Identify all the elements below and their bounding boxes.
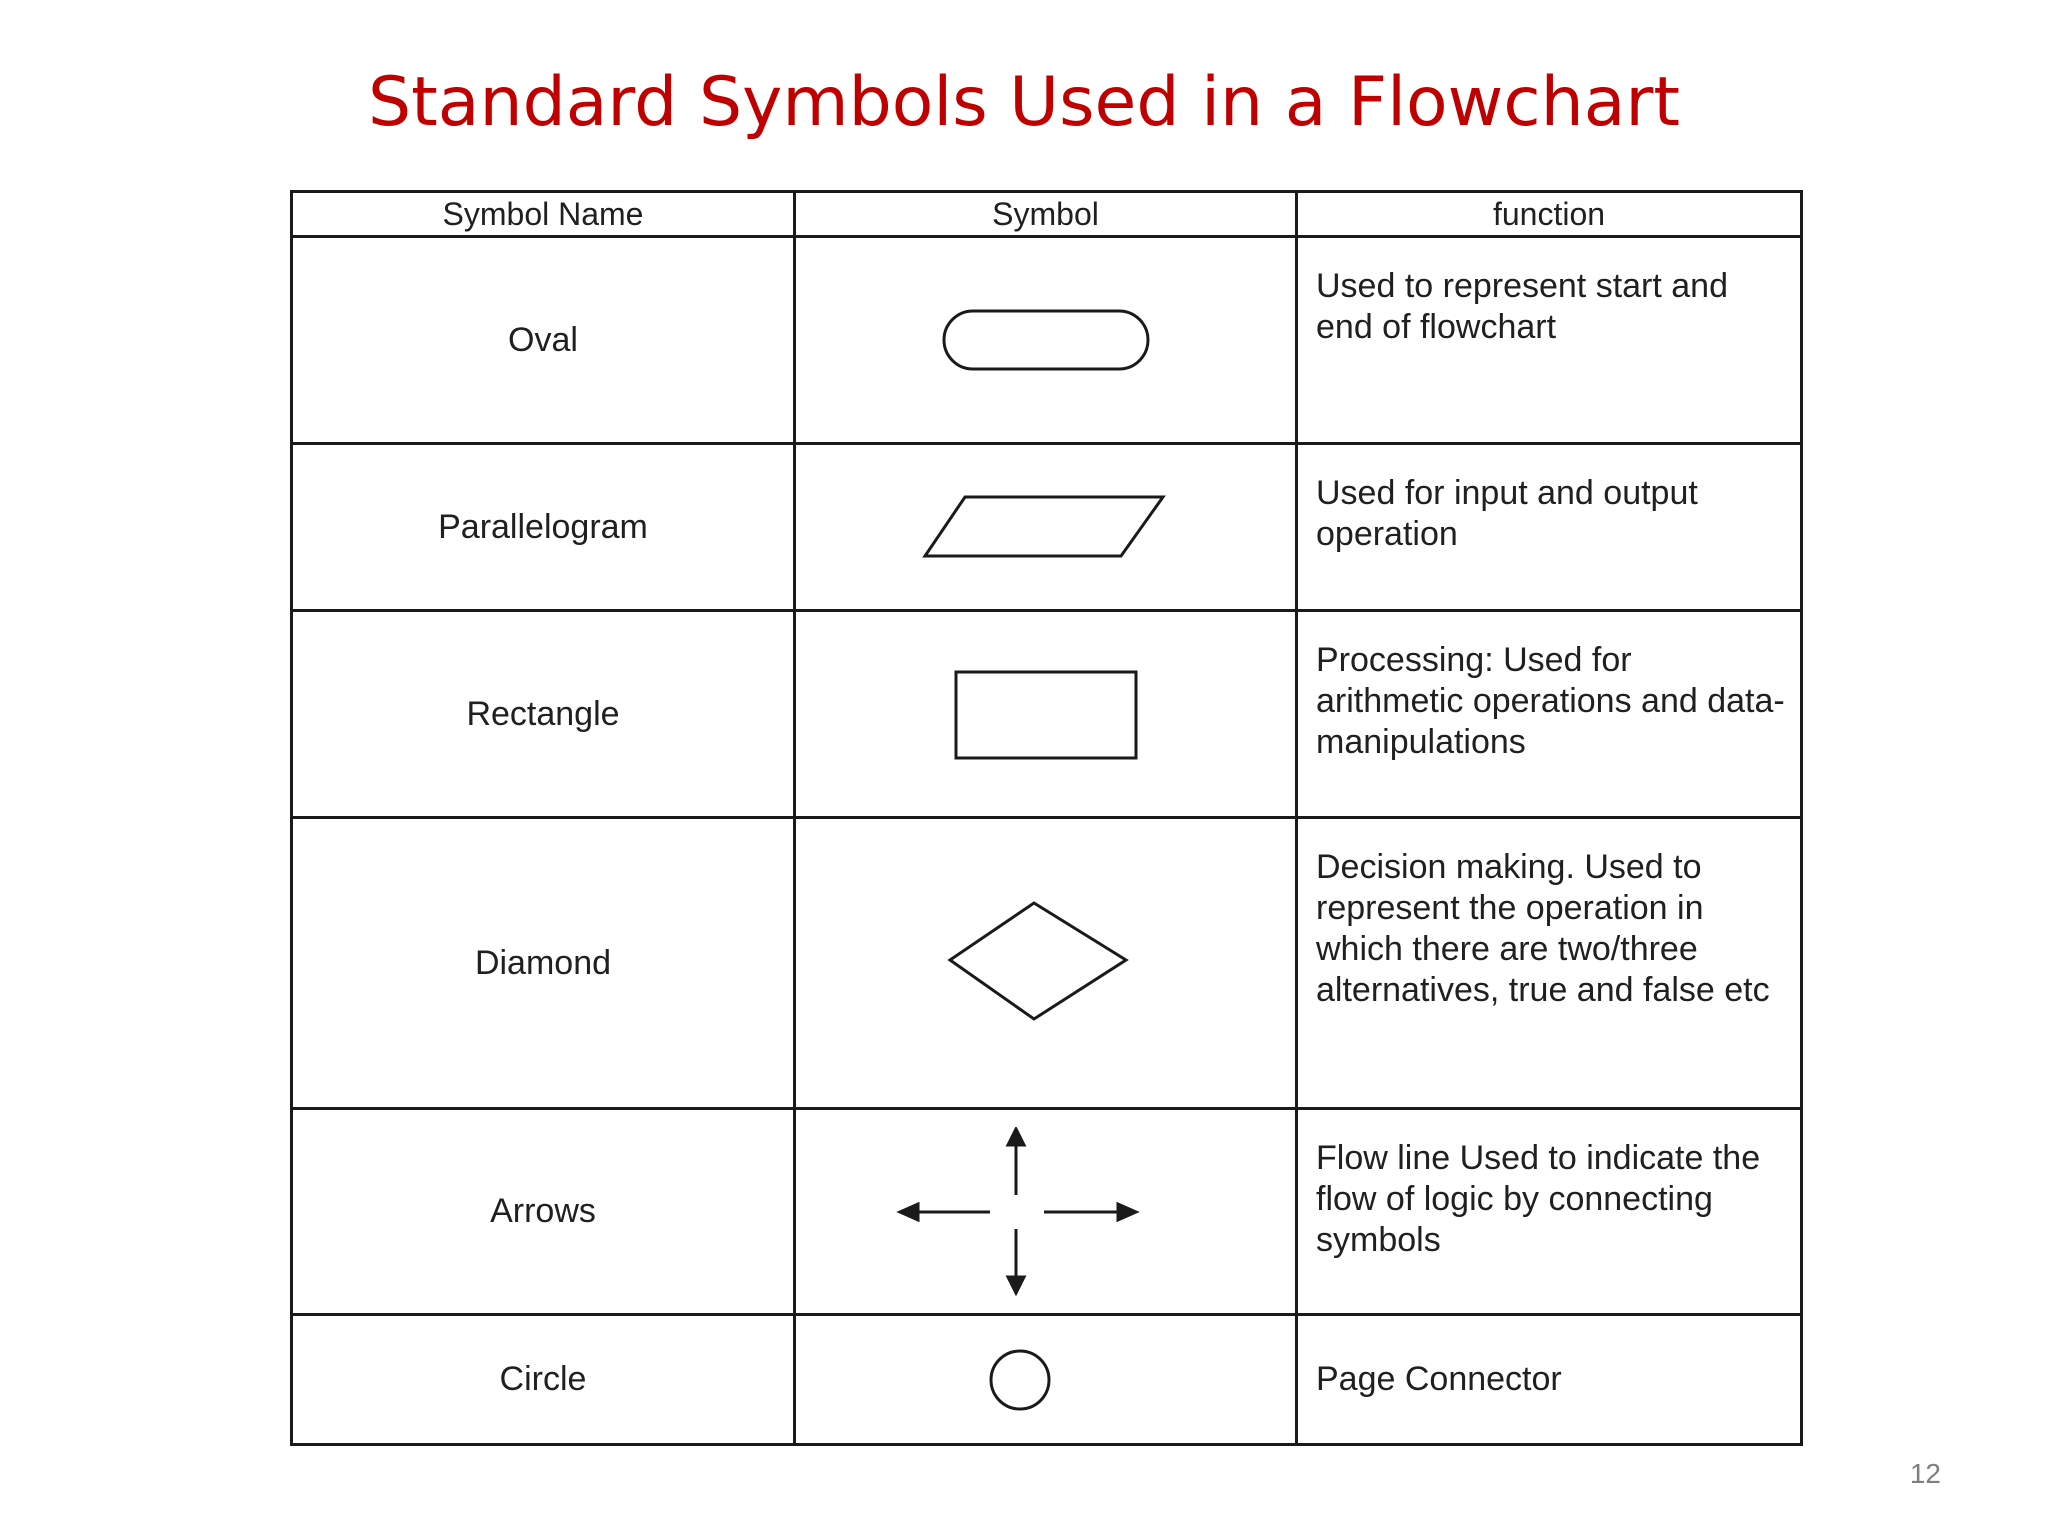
table-row-circle — [292, 1315, 1802, 1445]
table-row-arrows — [292, 1109, 1802, 1315]
flowchart-symbols-table — [290, 190, 1803, 1446]
function-cell: Decision making. Used to represent the operation in which there are two/three alternatives, true and false etc — [1297, 818, 1802, 1109]
symbol-name-cell: Diamond — [292, 818, 795, 1109]
symbol-name-cell: Parallelogram — [292, 444, 795, 611]
slide-title: Standard Symbols Used in a Flowchart — [367, 63, 1681, 142]
parallelogram-icon — [921, 492, 1171, 562]
symbol-name-cell: Arrows — [292, 1109, 795, 1315]
function-cell: Processing: Used for arithmetic operations and data-manipulations — [1297, 611, 1802, 818]
table-row-parallelogram — [292, 444, 1802, 611]
table-row-oval — [292, 237, 1802, 444]
rectangle-icon — [946, 664, 1146, 764]
header-symbol: Symbol — [795, 192, 1297, 237]
function-cell: Flow line Used to indicate the flow of logic by connecting symbols — [1297, 1109, 1802, 1315]
symbol-name-cell: Oval — [292, 237, 795, 444]
diamond-icon — [946, 898, 1146, 1028]
symbol-name-cell: Rectangle — [292, 611, 795, 818]
header-function: function — [1297, 192, 1802, 237]
table-row-rectangle — [292, 611, 1802, 818]
function-cell: Used to represent start and end of flowchart — [1297, 237, 1802, 444]
symbol-name-cell: Circle — [292, 1315, 795, 1445]
page-number: 12 — [1909, 1458, 1941, 1489]
table-header-row — [292, 192, 1802, 237]
circle-icon — [985, 1345, 1055, 1415]
table-row-diamond — [292, 818, 1802, 1109]
function-cell: Used for input and output operation — [1297, 444, 1802, 611]
arrows-icon — [894, 1127, 1154, 1297]
oval-icon — [936, 305, 1156, 375]
function-cell: Page Connector — [1297, 1315, 1802, 1445]
header-symbol-name: Symbol Name — [292, 192, 795, 237]
